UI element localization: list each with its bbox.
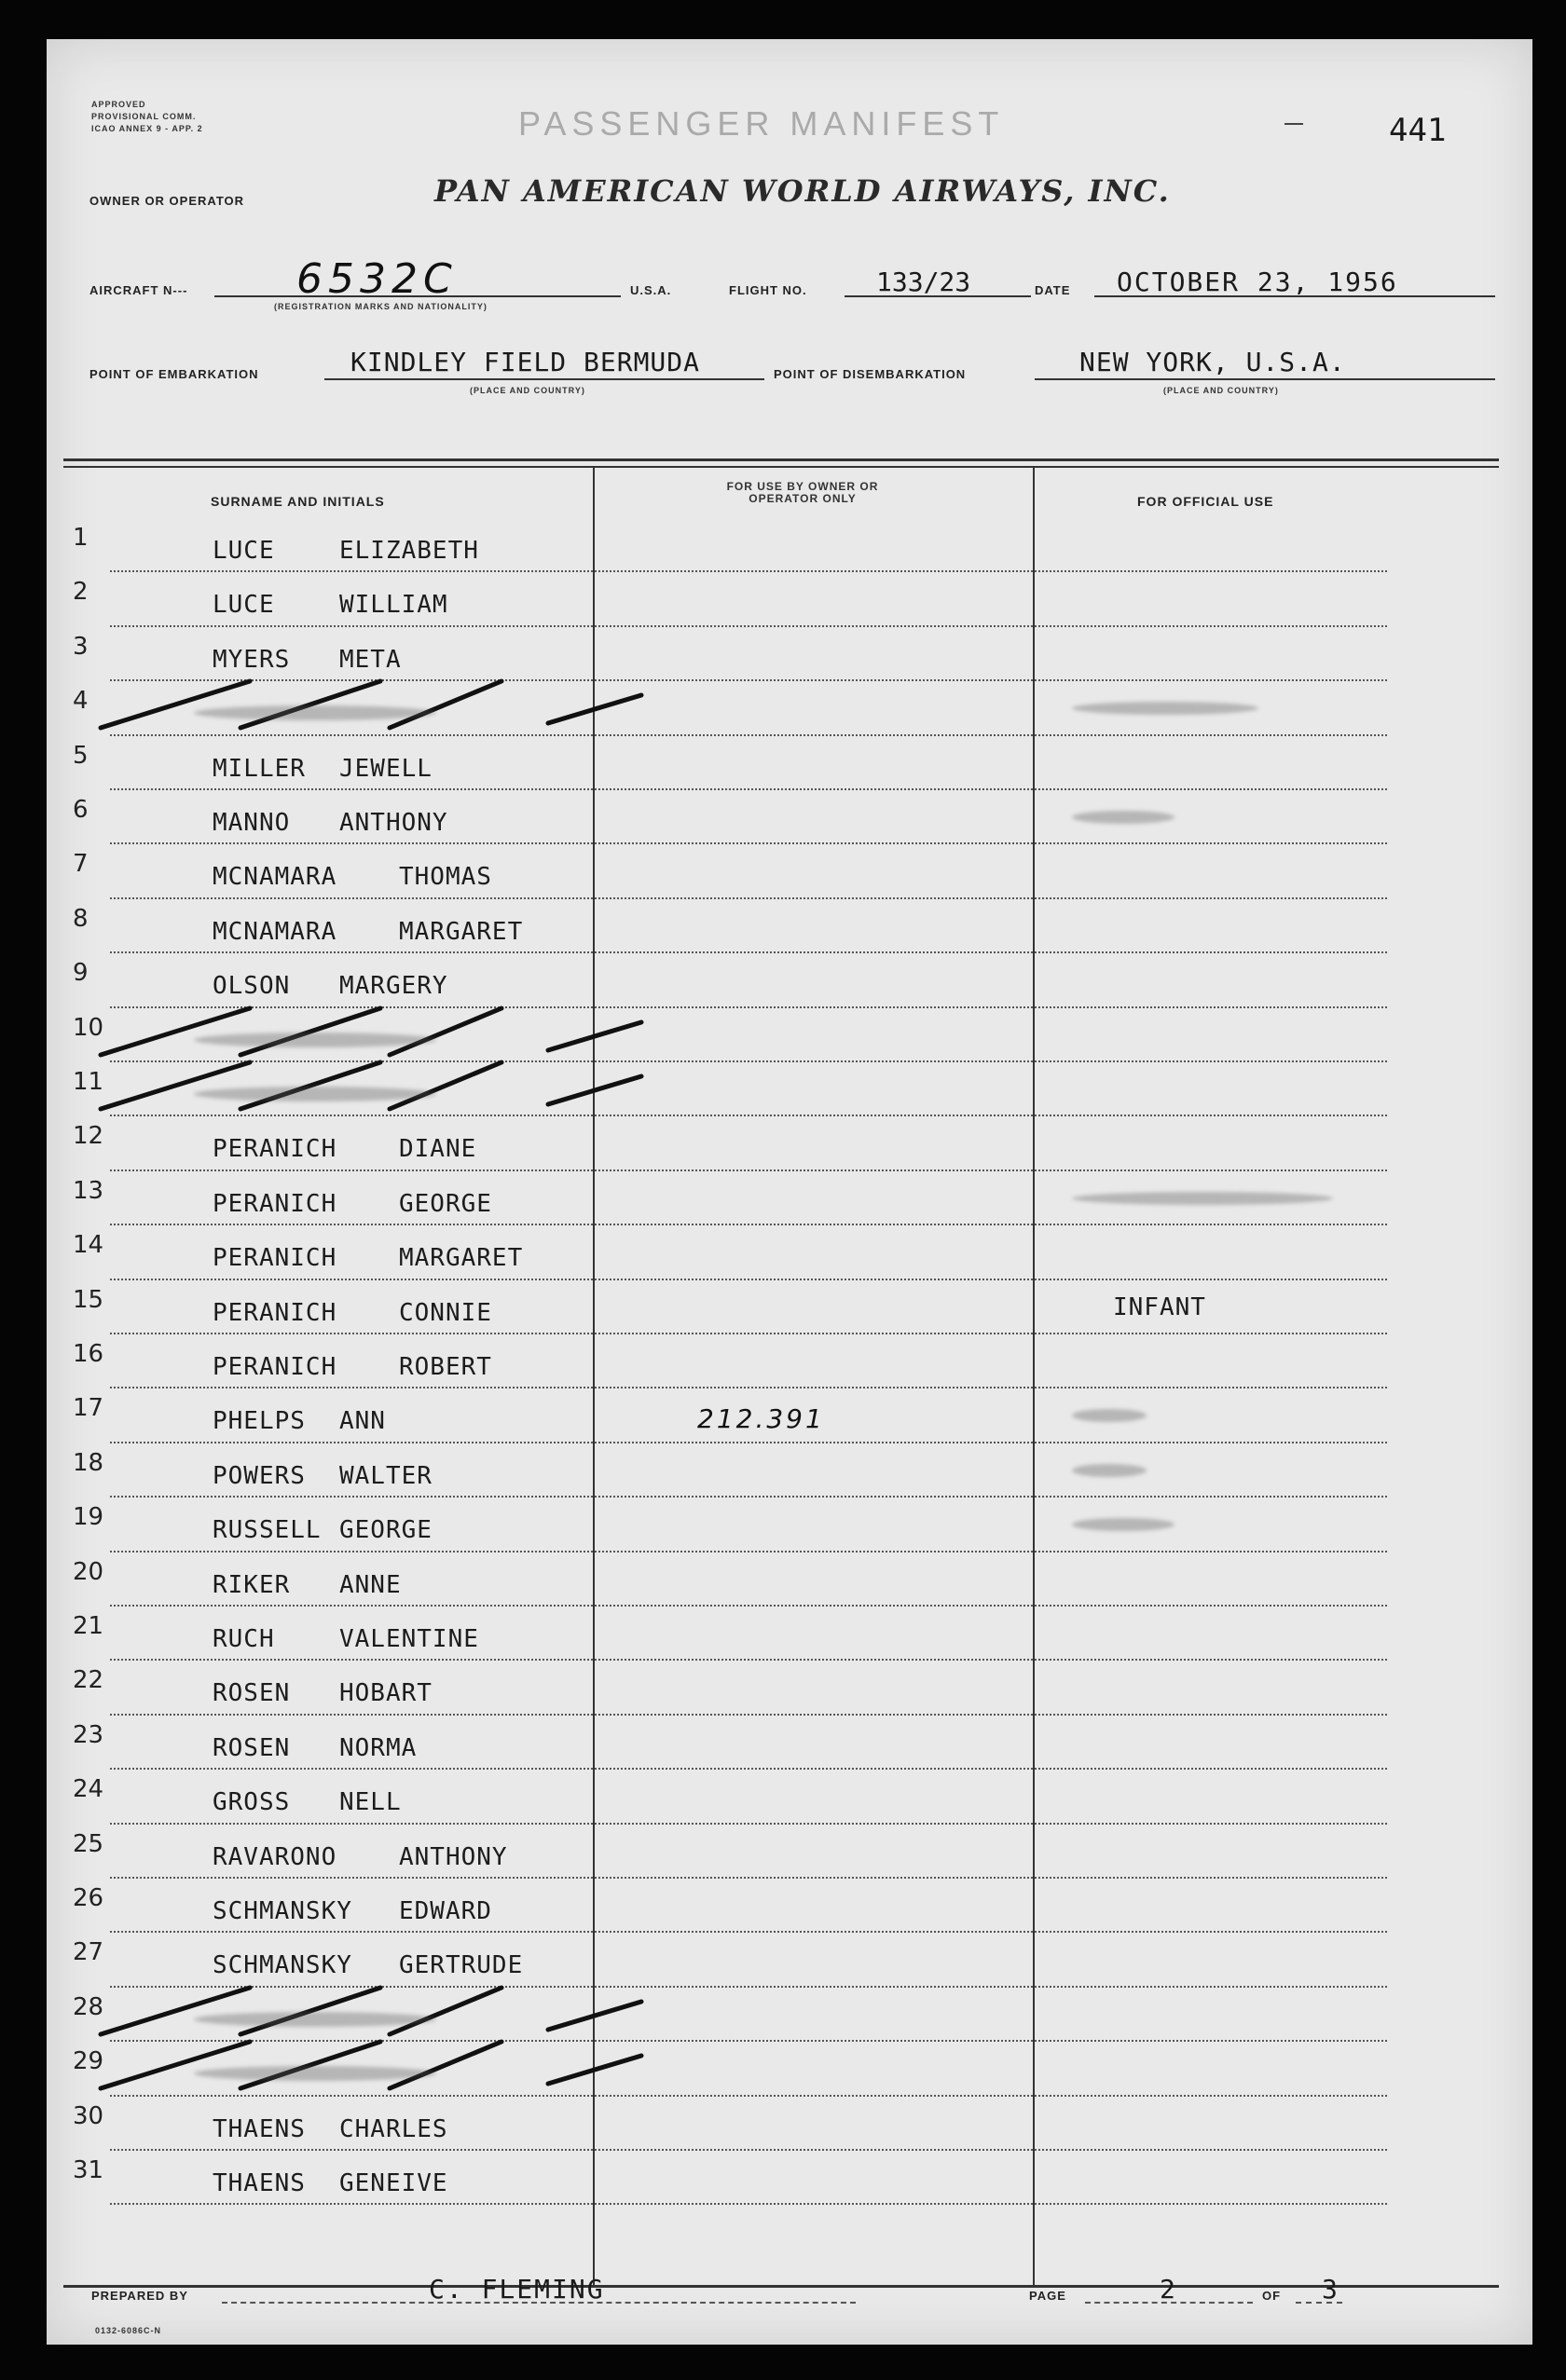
passenger-surname: PERANICH	[213, 1135, 337, 1164]
table-row	[63, 1062, 1499, 1116]
table-row	[63, 1716, 1499, 1770]
column-header-owner-use: FOR USE BY OWNER OR OPERATOR ONLY	[726, 480, 879, 505]
passenger-surname: GROSS	[213, 1788, 291, 1817]
passenger-surname: POWERS	[213, 1461, 306, 1490]
table-top-rule-2	[63, 466, 1499, 468]
page-title: PASSENGER MANIFEST	[518, 104, 1005, 143]
aircraft-sublabel: (REGISTRATION MARKS AND NATIONALITY)	[274, 302, 488, 311]
table-row	[63, 2151, 1499, 2205]
passenger-given-name: ANN	[339, 1407, 386, 1436]
aircraft-label: AIRCRAFT N---	[89, 283, 188, 297]
passenger-given-name: GEORGE	[399, 1189, 492, 1218]
strike-line	[101, 1988, 250, 2034]
passenger-surname: PERANICH	[213, 1353, 337, 1381]
passenger-surname: MILLER	[213, 754, 306, 783]
passenger-given-name: DIANE	[399, 1135, 477, 1164]
embark-sublabel: (PLACE AND COUNTRY)	[470, 386, 585, 395]
row-number: 20	[73, 1557, 104, 1586]
owner-label: OWNER OR OPERATOR	[89, 194, 245, 208]
date-value: OCTOBER 23, 1956	[1117, 267, 1398, 297]
table-row	[63, 1661, 1499, 1715]
approval-stamp	[91, 99, 203, 135]
passenger-given-name: CONNIE	[399, 1298, 492, 1327]
passenger-given-name: ANNE	[339, 1570, 402, 1599]
embark-underline	[324, 378, 764, 380]
redaction-smudge	[194, 2012, 436, 2027]
passenger-given-name: MARGERY	[339, 972, 448, 1001]
passenger-given-name: GEORGE	[339, 1516, 433, 1545]
table-row	[63, 2042, 1499, 2096]
prepared-label: PREPARED BY	[91, 2289, 188, 2303]
prepared-value: C. FLEMING	[429, 2274, 605, 2305]
passenger-surname: MCNAMARA	[213, 917, 337, 946]
strike-line	[390, 1988, 501, 2034]
flight-underline	[845, 295, 1031, 297]
strike-line	[390, 1008, 501, 1055]
date-underline	[1094, 295, 1495, 297]
table-row	[63, 1825, 1499, 1879]
date-label: DATE	[1035, 283, 1071, 297]
redaction-smudge	[194, 1087, 436, 1101]
owner-use-cell: 212.391	[697, 1403, 825, 1435]
table-row	[63, 736, 1499, 790]
row-number: 3	[73, 632, 89, 661]
passenger-surname: RUCH	[213, 1625, 275, 1653]
strike-line	[240, 1062, 380, 1109]
passenger-surname: MYERS	[213, 645, 291, 674]
passenger-given-name: GERTRUDE	[399, 1951, 524, 1980]
strike-line	[240, 681, 380, 728]
approval-line-3: ICAO ANNEX 9 - APP. 2	[91, 124, 203, 133]
passenger-given-name: JEWELL	[339, 754, 433, 783]
passenger-given-name: THOMAS	[399, 863, 492, 892]
table-row	[63, 1607, 1499, 1661]
passenger-given-name: NELL	[339, 1788, 402, 1817]
row-number: 8	[73, 904, 89, 933]
passenger-surname: MCNAMARA	[213, 863, 337, 892]
table-row	[63, 518, 1499, 572]
row-line	[110, 2203, 1387, 2205]
row-number: 15	[73, 1285, 104, 1314]
of-value: 3	[1322, 2274, 1338, 2305]
strike-line	[240, 1988, 380, 2034]
row-number: 29	[73, 2047, 104, 2076]
passenger-surname: SCHMANSKY	[213, 1951, 352, 1980]
form-number: 0132-6086C-N	[95, 2326, 162, 2335]
strike-line	[240, 1008, 380, 1055]
ink-smudge	[1072, 811, 1174, 824]
flight-value: 133/23	[876, 267, 971, 297]
passenger-surname: LUCE	[213, 591, 275, 620]
strike-line	[548, 1076, 641, 1104]
disembark-label: POINT OF DISEMBARKATION	[774, 367, 967, 381]
flight-label: FLIGHT NO.	[729, 283, 807, 297]
page-label: PAGE	[1029, 2289, 1066, 2303]
table-row	[63, 572, 1499, 626]
row-number: 19	[73, 1503, 104, 1532]
row-number: 26	[73, 1884, 104, 1912]
table-row	[63, 899, 1499, 953]
row-number: 4	[73, 687, 89, 716]
row-number: 10	[73, 1013, 104, 1042]
table-row	[63, 2097, 1499, 2151]
row-number: 11	[73, 1068, 104, 1096]
strike-line	[101, 1062, 250, 1109]
passenger-surname: SCHMANSKY	[213, 1897, 352, 1925]
table-row	[63, 1116, 1499, 1170]
row-number: 28	[73, 1992, 104, 2021]
passenger-surname: PERANICH	[213, 1244, 337, 1273]
strike-line	[548, 2002, 641, 2030]
strike-line	[548, 695, 641, 723]
row-number: 16	[73, 1340, 104, 1368]
disembark-underline	[1035, 378, 1495, 380]
column-header-official-use: FOR OFFICIAL USE	[1137, 494, 1274, 509]
row-number: 2	[73, 578, 89, 607]
disembark-value: NEW YORK, U.S.A.	[1079, 347, 1346, 377]
passenger-surname: PHELPS	[213, 1407, 306, 1436]
strike-line	[101, 2042, 250, 2088]
passenger-surname: ROSEN	[213, 1679, 291, 1708]
passenger-given-name: ROBERT	[399, 1353, 492, 1381]
passenger-given-name: WILLIAM	[339, 591, 448, 620]
passenger-given-name: EDWARD	[399, 1897, 492, 1925]
embark-label: POINT OF EMBARKATION	[89, 367, 259, 381]
table-row	[63, 1388, 1499, 1443]
strike-line	[101, 1008, 250, 1055]
passenger-surname: PERANICH	[213, 1298, 337, 1327]
table-row	[63, 1879, 1499, 1933]
page-underline	[1085, 2302, 1253, 2304]
page-value: 2	[1160, 2274, 1175, 2305]
table-row	[63, 790, 1499, 844]
passenger-given-name: VALENTINE	[339, 1625, 479, 1653]
passenger-given-name: CHARLES	[339, 2114, 448, 2143]
passenger-given-name: META	[339, 645, 402, 674]
aircraft-underline	[214, 295, 621, 297]
of-underline	[1296, 2302, 1342, 2304]
table-row	[63, 1443, 1499, 1498]
owner-value: PAN AMERICAN WORLD AIRWAYS, INC.	[434, 173, 1171, 209]
row-number: 13	[73, 1176, 104, 1205]
table-row	[63, 1498, 1499, 1552]
table-top-rule-1	[63, 458, 1499, 461]
row-number: 6	[73, 796, 89, 824]
title-dash	[1284, 123, 1303, 125]
strike-line	[101, 681, 250, 728]
table-row	[63, 1225, 1499, 1279]
row-number: 1	[73, 524, 89, 552]
row-number: 9	[73, 959, 89, 988]
passenger-given-name: GENEIVE	[339, 2169, 448, 2197]
row-number: 30	[73, 2101, 104, 2130]
prepared-underline	[222, 2302, 856, 2304]
row-number: 5	[73, 741, 89, 770]
passenger-given-name: ELIZABETH	[339, 537, 479, 565]
usa-label: U.S.A.	[630, 283, 672, 297]
row-number: 23	[73, 1720, 104, 1749]
passenger-given-name: MARGARET	[399, 917, 524, 946]
table-row	[63, 681, 1499, 735]
passenger-given-name: WALTER	[339, 1461, 433, 1490]
table-row	[63, 1334, 1499, 1388]
aircraft-value: 6532C	[296, 255, 458, 303]
strike-line	[390, 681, 501, 728]
passenger-given-name: ANTHONY	[339, 809, 448, 837]
row-number: 25	[73, 1829, 104, 1858]
ink-smudge	[1072, 1464, 1147, 1477]
manifest-sheet	[47, 39, 1532, 2345]
passenger-surname: THAENS	[213, 2114, 306, 2143]
strike-line	[240, 2042, 380, 2088]
table-row	[63, 1280, 1499, 1334]
passenger-given-name: ANTHONY	[399, 1842, 508, 1871]
passenger-surname: RIKER	[213, 1570, 291, 1599]
passenger-surname: LUCE	[213, 537, 275, 565]
table-bottom-rule	[63, 2285, 1499, 2288]
passenger-surname: MANNO	[213, 809, 291, 837]
disembark-sublabel: (PLACE AND COUNTRY)	[1163, 386, 1279, 395]
strike-line	[548, 1022, 641, 1050]
strike-line	[548, 2056, 641, 2084]
of-label: OF	[1262, 2289, 1282, 2303]
page-number: 441	[1389, 112, 1447, 149]
ink-smudge	[1072, 1192, 1333, 1205]
row-number: 21	[73, 1612, 104, 1640]
row-number: 31	[73, 2156, 104, 2184]
row-number: 17	[73, 1394, 104, 1423]
approval-line-1: APPROVED	[91, 100, 146, 109]
table-row	[63, 1552, 1499, 1607]
strike-line	[390, 2042, 501, 2088]
passenger-surname: PERANICH	[213, 1189, 337, 1218]
passenger-given-name: HOBART	[339, 1679, 433, 1708]
passenger-given-name: NORMA	[339, 1733, 418, 1762]
row-number: 7	[73, 850, 89, 879]
row-number: 18	[73, 1448, 104, 1477]
column-header-surname: SURNAME AND INITIALS	[211, 494, 385, 509]
passenger-given-name: MARGARET	[399, 1244, 524, 1273]
passenger-surname: THAENS	[213, 2169, 306, 2197]
row-number: 14	[73, 1231, 104, 1260]
embark-value: KINDLEY FIELD BERMUDA	[350, 347, 701, 377]
passenger-surname: ROSEN	[213, 1733, 291, 1762]
redaction-smudge	[194, 1033, 436, 1047]
row-number: 27	[73, 1938, 104, 1967]
passenger-surname: RAVARONO	[213, 1842, 337, 1871]
table-row	[63, 844, 1499, 898]
approval-line-2: PROVISIONAL COMM.	[91, 112, 197, 121]
row-number: 22	[73, 1666, 104, 1695]
table-row	[63, 1770, 1499, 1824]
row-number: 24	[73, 1775, 104, 1804]
row-number: 12	[73, 1122, 104, 1151]
strike-line	[390, 1062, 501, 1109]
passenger-surname: RUSSELL	[213, 1516, 322, 1545]
passenger-surname: OLSON	[213, 972, 291, 1001]
official-use-cell: INFANT	[1113, 1293, 1206, 1321]
